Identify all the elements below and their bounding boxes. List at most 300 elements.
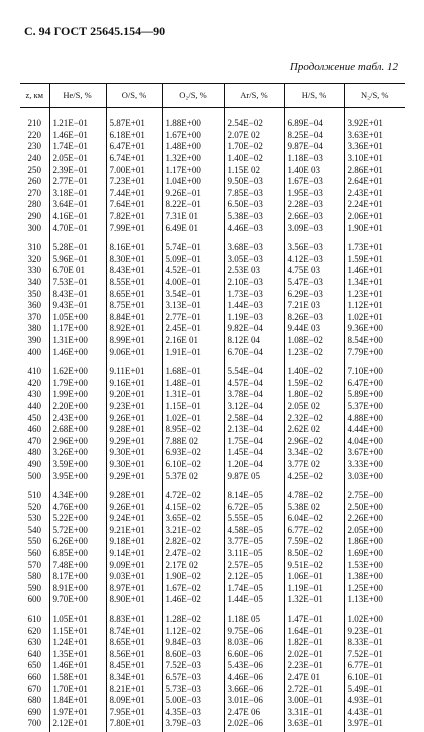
value-cell: 5.00E−03: [162, 695, 224, 707]
value-cell: 2.50E+00: [344, 501, 405, 513]
value-cell: 4.00E−01: [162, 277, 224, 289]
value-cell: 9.36E+00: [344, 323, 405, 335]
value-cell: 1.90E+01: [344, 222, 405, 234]
value-cell: 8.65E+01: [106, 288, 162, 300]
value-cell: 3.68E−03: [224, 234, 284, 254]
value-cell: 6.47E+00: [344, 377, 405, 389]
value-cell: 2.12E+01: [49, 718, 106, 732]
value-cell: 1.73E−03: [224, 288, 284, 300]
value-cell: 2.62E 02: [284, 424, 344, 436]
value-cell: 8.12E 04: [224, 335, 284, 347]
value-cell: 1.59E−02: [284, 377, 344, 389]
table-continuation-label: Продолжение табл. 12: [289, 61, 398, 73]
value-cell: 8.09E+01: [106, 695, 162, 707]
value-cell: 3.18E−01: [49, 188, 106, 200]
value-cell: 8.33E−01: [344, 637, 405, 649]
altitude-cell: 360: [27, 300, 41, 311]
value-cell: 8.21E+01: [106, 683, 162, 695]
value-cell: 1.31E+00: [49, 335, 106, 347]
value-cell: 5.73E−03: [162, 683, 224, 695]
altitude-cell: 520: [27, 501, 41, 512]
column-header: He/S, %: [49, 84, 106, 108]
value-cell: 1.02E+01: [344, 312, 405, 324]
value-cell: 4.35E−03: [162, 707, 224, 719]
value-cell: 2.20E+00: [49, 401, 106, 413]
value-cell: 5.89E+00: [344, 389, 405, 401]
value-cell: 9.82E−04: [224, 323, 284, 335]
column-header: Ar/S, %: [224, 84, 284, 108]
value-cell: 1.08E−02: [284, 335, 344, 347]
value-cell: 9.24E+01: [106, 513, 162, 525]
table-row: [20, 660, 405, 672]
value-cell: 3.95E+00: [49, 470, 106, 482]
value-cell: 3.56E−03: [284, 234, 344, 254]
table-row: [20, 649, 405, 661]
value-cell: 8.16E+01: [106, 234, 162, 254]
value-cell: 1.15E 02: [224, 164, 284, 176]
altitude-cell: 430: [27, 389, 41, 400]
altitude-cell: 380: [27, 323, 41, 334]
value-cell: 2.45E−01: [162, 323, 224, 335]
value-cell: 7.31E 01: [162, 211, 224, 223]
value-cell: 7.53E−01: [49, 277, 106, 289]
value-cell: 4.43E−01: [344, 707, 405, 719]
value-cell: 1.53E+00: [344, 559, 405, 571]
value-cell: 2.82E−02: [162, 536, 224, 548]
altitude-cell: 610: [27, 614, 41, 625]
value-cell: 5.54E−04: [224, 358, 284, 378]
value-cell: 1.73E+01: [344, 234, 405, 254]
table-row: [20, 300, 405, 312]
value-cell: 5.55E−05: [224, 513, 284, 525]
value-cell: 8.34E+01: [106, 672, 162, 684]
table-row: [20, 695, 405, 707]
value-cell: 7.95E+01: [106, 707, 162, 719]
value-cell: 8.92E+01: [106, 323, 162, 335]
table-row: [20, 536, 405, 548]
altitude-cell: 290: [27, 211, 41, 222]
value-cell: 1.44E−03: [224, 300, 284, 312]
value-cell: 8.03E−06: [224, 637, 284, 649]
value-cell: 5.47E−03: [284, 277, 344, 289]
value-cell: 8.60E−03: [162, 649, 224, 661]
value-cell: 1.79E+00: [49, 377, 106, 389]
altitude-cell: 540: [27, 524, 41, 535]
value-cell: 9.87E 05: [224, 470, 284, 482]
altitude-cell: 590: [27, 582, 41, 593]
value-cell: 2.05E−01: [49, 153, 106, 165]
value-cell: 1.47E−01: [284, 606, 344, 626]
value-cell: 9.21E+01: [106, 525, 162, 537]
value-cell: 3.10E+01: [344, 153, 405, 165]
value-cell: 1.23E−02: [284, 346, 344, 358]
value-cell: 6.72E−05: [224, 501, 284, 513]
value-cell: 9.11E+01: [106, 358, 162, 378]
value-cell: 4.46E−06: [224, 672, 284, 684]
altitude-cell: 410: [27, 366, 41, 377]
value-cell: 1.90E−02: [162, 571, 224, 583]
value-cell: 1.74E−01: [49, 141, 106, 153]
value-cell: 8.65E+01: [106, 637, 162, 649]
value-cell: 5.96E−01: [49, 254, 106, 266]
table-row: [20, 501, 405, 513]
value-cell: 1.05E+01: [49, 606, 106, 626]
value-cell: 9.30E+01: [106, 459, 162, 471]
table-row: [20, 625, 405, 637]
value-cell: 1.18E−03: [284, 153, 344, 165]
value-cell: 3.54E−01: [162, 288, 224, 300]
value-cell: 3.00E−01: [284, 695, 344, 707]
column-header: z, км: [20, 84, 49, 108]
value-cell: 5.74E−01: [162, 234, 224, 254]
value-cell: 1.70E+01: [49, 683, 106, 695]
table-row: [20, 130, 405, 142]
value-cell: 8.91E+00: [49, 583, 106, 595]
value-cell: 2.47E−02: [162, 548, 224, 560]
value-cell: 7.59E−02: [284, 536, 344, 548]
value-cell: 6.49E 01: [162, 222, 224, 234]
value-cell: 8.56E+01: [106, 649, 162, 661]
value-cell: 1.19E−01: [284, 583, 344, 595]
table-row: [20, 211, 405, 223]
value-cell: 7.23E+01: [106, 176, 162, 188]
table-row: [20, 571, 405, 583]
altitude-cell: 460: [27, 424, 41, 435]
value-cell: 9.06E+01: [106, 346, 162, 358]
table-row: [20, 459, 405, 471]
value-cell: 1.68E−01: [162, 358, 224, 378]
value-cell: 2.86E+01: [344, 164, 405, 176]
column-header: N₂/S, %: [344, 84, 405, 108]
value-cell: 9.30E+01: [106, 447, 162, 459]
altitude-cell: 300: [27, 222, 41, 233]
value-cell: 8.43E+01: [106, 265, 162, 277]
value-cell: 9.44E 03: [284, 323, 344, 335]
value-cell: 4.93E−01: [344, 695, 405, 707]
value-cell: 5.38E 02: [284, 501, 344, 513]
table-row: [20, 389, 405, 401]
value-cell: 1.32E+00: [162, 153, 224, 165]
altitude-cell: 370: [27, 311, 41, 322]
value-cell: 1.67E−02: [162, 583, 224, 595]
value-cell: 9.43E−01: [49, 300, 106, 312]
value-cell: 1.46E+01: [344, 265, 405, 277]
value-cell: 3.26E+00: [49, 447, 106, 459]
value-cell: 1.46E−02: [162, 594, 224, 606]
value-cell: 3.09E−03: [284, 222, 344, 234]
table-row: [20, 222, 405, 234]
value-cell: 1.12E−02: [162, 625, 224, 637]
altitude-cell: 350: [27, 288, 41, 299]
column-header: H/S, %: [284, 84, 344, 108]
value-cell: 9.18E+01: [106, 536, 162, 548]
value-cell: 9.29E+01: [106, 470, 162, 482]
value-cell: 1.69E+00: [344, 548, 405, 560]
value-cell: 2.26E+00: [344, 513, 405, 525]
value-cell: 2.43E+00: [49, 412, 106, 424]
value-cell: 3.33E+00: [344, 459, 405, 471]
altitude-cell: 400: [27, 346, 41, 357]
value-cell: 5.49E−01: [344, 683, 405, 695]
value-cell: 3.01E−06: [224, 695, 284, 707]
value-cell: 9.26E+01: [106, 501, 162, 513]
altitude-cell: 500: [27, 470, 41, 481]
value-cell: 1.32E−01: [284, 594, 344, 606]
value-cell: 8.74E+01: [106, 625, 162, 637]
value-cell: 3.64E−01: [49, 199, 106, 211]
altitude-cell: 690: [27, 706, 41, 717]
value-cell: 2.75E−00: [344, 482, 405, 502]
table-row: [20, 346, 405, 358]
table-row: [20, 234, 405, 254]
table-row: [20, 447, 405, 459]
value-cell: 6.70E 01: [49, 265, 106, 277]
value-cell: 1.67E+00: [162, 130, 224, 142]
value-cell: 4.46E−03: [224, 222, 284, 234]
altitude-cell: 550: [27, 536, 41, 547]
value-cell: 1.48E+00: [162, 141, 224, 153]
altitude-cell: 210: [27, 118, 41, 129]
value-cell: 9.26E−01: [162, 188, 224, 200]
value-cell: 8.95E−02: [162, 424, 224, 436]
altitude-cell: 620: [27, 625, 41, 636]
value-cell: 2.47E 01: [284, 672, 344, 684]
altitude-cell: 700: [27, 718, 41, 729]
table-row: [20, 525, 405, 537]
value-cell: 2.02E−01: [284, 649, 344, 661]
value-cell: 9.16E+01: [106, 377, 162, 389]
table-row: [20, 153, 405, 165]
value-cell: 2.47E 06: [224, 707, 284, 719]
value-cell: 1.23E+01: [344, 288, 405, 300]
value-cell: 3.59E+00: [49, 459, 106, 471]
value-cell: 7.88E 02: [162, 435, 224, 447]
value-cell: 9.75E−06: [224, 625, 284, 637]
value-cell: 3.66E−06: [224, 683, 284, 695]
altitude-cell: 570: [27, 559, 41, 570]
value-cell: 8.22E−01: [162, 199, 224, 211]
value-cell: 8.25E−04: [284, 130, 344, 142]
value-cell: 9.29E+01: [106, 435, 162, 447]
value-cell: 1.80E−02: [284, 389, 344, 401]
altitude-cell: 640: [27, 648, 41, 659]
table-row: [20, 312, 405, 324]
altitude-cell: 310: [27, 242, 41, 253]
value-cell: 8.83E+01: [106, 606, 162, 626]
altitude-cell: 250: [27, 164, 41, 175]
value-cell: 5.37E 02: [162, 470, 224, 482]
altitude-cell: 660: [27, 672, 41, 683]
value-cell: 7.10E+00: [344, 358, 405, 378]
value-cell: 2.16E 01: [162, 335, 224, 347]
table-row: [20, 594, 405, 606]
value-cell: 9.28E+01: [106, 482, 162, 502]
table-row: [20, 707, 405, 719]
value-cell: 2.13E−04: [224, 424, 284, 436]
value-cell: 8.43E−01: [49, 288, 106, 300]
value-cell: 3.92E+01: [344, 108, 405, 130]
value-cell: 4.44E+00: [344, 424, 405, 436]
value-cell: 8.97E+01: [106, 583, 162, 595]
value-cell: 1.06E−01: [284, 571, 344, 583]
value-cell: 4.52E−01: [162, 265, 224, 277]
value-cell: 2.53E 03: [224, 265, 284, 277]
value-cell: 6.85E+00: [49, 548, 106, 560]
value-cell: 1.40E−02: [224, 153, 284, 165]
value-cell: 9.26E+01: [106, 412, 162, 424]
value-cell: 4.12E−03: [284, 254, 344, 266]
table-row: [20, 323, 405, 335]
value-cell: 7.64E+01: [106, 199, 162, 211]
value-cell: 2.43E+01: [344, 188, 405, 200]
value-cell: 7.82E+01: [106, 211, 162, 223]
value-cell: 2.77E−01: [162, 312, 224, 324]
value-cell: 2.05E+00: [344, 525, 405, 537]
value-cell: 1.97E+01: [49, 707, 106, 719]
altitude-cell: 330: [27, 265, 41, 276]
table-row: [20, 108, 405, 130]
value-cell: 4.72E−02: [162, 482, 224, 502]
altitude-cell: 600: [27, 594, 41, 605]
value-cell: 6.26E+00: [49, 536, 106, 548]
value-cell: 1.20E−04: [224, 459, 284, 471]
altitude-cell: 630: [27, 637, 41, 648]
value-cell: 8.55E+01: [106, 277, 162, 289]
value-cell: 4.88E+00: [344, 412, 405, 424]
value-cell: 7.99E+01: [106, 222, 162, 234]
value-cell: 2.12E−05: [224, 571, 284, 583]
value-cell: 8.17E+00: [49, 571, 106, 583]
page-header: С. 94 ГОСТ 25645.154—90: [24, 24, 166, 38]
altitude-cell: 230: [27, 141, 41, 152]
value-cell: 6.77E−02: [284, 525, 344, 537]
value-cell: 8.90E+01: [106, 594, 162, 606]
value-cell: 1.18E 05: [224, 606, 284, 626]
value-cell: 6.57E−03: [162, 672, 224, 684]
value-cell: 3.12E−04: [224, 401, 284, 413]
value-cell: 1.46E−01: [49, 130, 106, 142]
altitude-cell: 220: [27, 129, 41, 140]
altitude-cell: 480: [27, 447, 41, 458]
value-cell: 3.13E−01: [162, 300, 224, 312]
value-cell: 9.09E+01: [106, 559, 162, 571]
value-cell: 2.06E+01: [344, 211, 405, 223]
altitude-cell: 470: [27, 435, 41, 446]
value-cell: 1.19E−03: [224, 312, 284, 324]
altitude-cell: 580: [27, 571, 41, 582]
value-cell: 9.70E+00: [49, 594, 106, 606]
value-cell: 4.34E+00: [49, 482, 106, 502]
value-cell: 3.31E−01: [284, 707, 344, 719]
value-cell: 3.34E−02: [284, 447, 344, 459]
value-cell: 1.05E+00: [49, 312, 106, 324]
value-cell: 2.02E−06: [224, 718, 284, 732]
value-cell: 1.86E+00: [344, 536, 405, 548]
value-cell: 9.50E−03: [224, 176, 284, 188]
value-cell: 8.30E+01: [106, 254, 162, 266]
table-row: [20, 583, 405, 595]
table-row: [20, 358, 405, 378]
table-row: [20, 637, 405, 649]
value-cell: 2.39E−01: [49, 164, 106, 176]
data-table: [20, 83, 405, 732]
value-cell: 1.31E−01: [162, 389, 224, 401]
table-row: [20, 412, 405, 424]
value-cell: 7.80E+01: [106, 718, 162, 732]
value-cell: 1.95E−03: [284, 188, 344, 200]
value-cell: 2.05E 02: [284, 401, 344, 413]
altitude-cell: 390: [27, 334, 41, 345]
value-cell: 1.99E+00: [49, 389, 106, 401]
table-row: [20, 672, 405, 684]
value-cell: 2.68E+00: [49, 424, 106, 436]
value-cell: 2.28E−03: [284, 199, 344, 211]
value-cell: 5.72E+00: [49, 525, 106, 537]
value-cell: 1.59E+01: [344, 254, 405, 266]
value-cell: 1.46E+01: [49, 660, 106, 672]
value-cell: 6.77E−01: [344, 660, 405, 672]
table-row: [20, 513, 405, 525]
value-cell: 8.99E+01: [106, 335, 162, 347]
value-cell: 1.48E−01: [162, 377, 224, 389]
value-cell: 1.38E+00: [344, 571, 405, 583]
table-row: [20, 164, 405, 176]
value-cell: 6.70E−04: [224, 346, 284, 358]
value-cell: 2.57E−05: [224, 559, 284, 571]
value-cell: 2.32E−02: [284, 412, 344, 424]
table-row: [20, 548, 405, 560]
value-cell: 1.12E+01: [344, 300, 405, 312]
value-cell: 8.45E+01: [106, 660, 162, 672]
value-cell: 6.89E−04: [284, 108, 344, 130]
value-cell: 9.28E+01: [106, 424, 162, 436]
value-cell: 1.15E−01: [162, 401, 224, 413]
value-cell: 6.18E+01: [106, 130, 162, 142]
value-cell: 4.04E+00: [344, 435, 405, 447]
value-cell: 1.13E+00: [344, 594, 405, 606]
value-cell: 9.23E−01: [344, 625, 405, 637]
value-cell: 2.24E+01: [344, 199, 405, 211]
value-cell: 6.93E−02: [162, 447, 224, 459]
value-cell: 2.96E+00: [49, 435, 106, 447]
value-cell: 4.15E−02: [162, 501, 224, 513]
value-cell: 2.96E−02: [284, 435, 344, 447]
value-cell: 3.36E+01: [344, 141, 405, 153]
value-cell: 3.05E−03: [224, 254, 284, 266]
value-cell: 1.82E−01: [284, 637, 344, 649]
value-cell: 2.77E−01: [49, 176, 106, 188]
value-cell: 2.07E 02: [224, 130, 284, 142]
value-cell: 1.04E+00: [162, 176, 224, 188]
table-row: [20, 176, 405, 188]
value-cell: 1.88E+00: [162, 108, 224, 130]
value-cell: 6.47E+01: [106, 141, 162, 153]
value-cell: 3.67E+00: [344, 447, 405, 459]
value-cell: 2.72E−01: [284, 683, 344, 695]
value-cell: 6.10E−02: [162, 459, 224, 471]
altitude-cell: 340: [27, 277, 41, 288]
value-cell: 7.52E−03: [162, 660, 224, 672]
value-cell: 1.28E−02: [162, 606, 224, 626]
value-cell: 1.02E−01: [162, 412, 224, 424]
table-row: [20, 606, 405, 626]
value-cell: 4.75E 03: [284, 265, 344, 277]
value-cell: 1.40E−02: [284, 358, 344, 378]
altitude-cell: 530: [27, 513, 41, 524]
altitude-cell: 320: [27, 253, 41, 264]
value-cell: 6.10E−01: [344, 672, 405, 684]
value-cell: 5.37E+00: [344, 401, 405, 413]
